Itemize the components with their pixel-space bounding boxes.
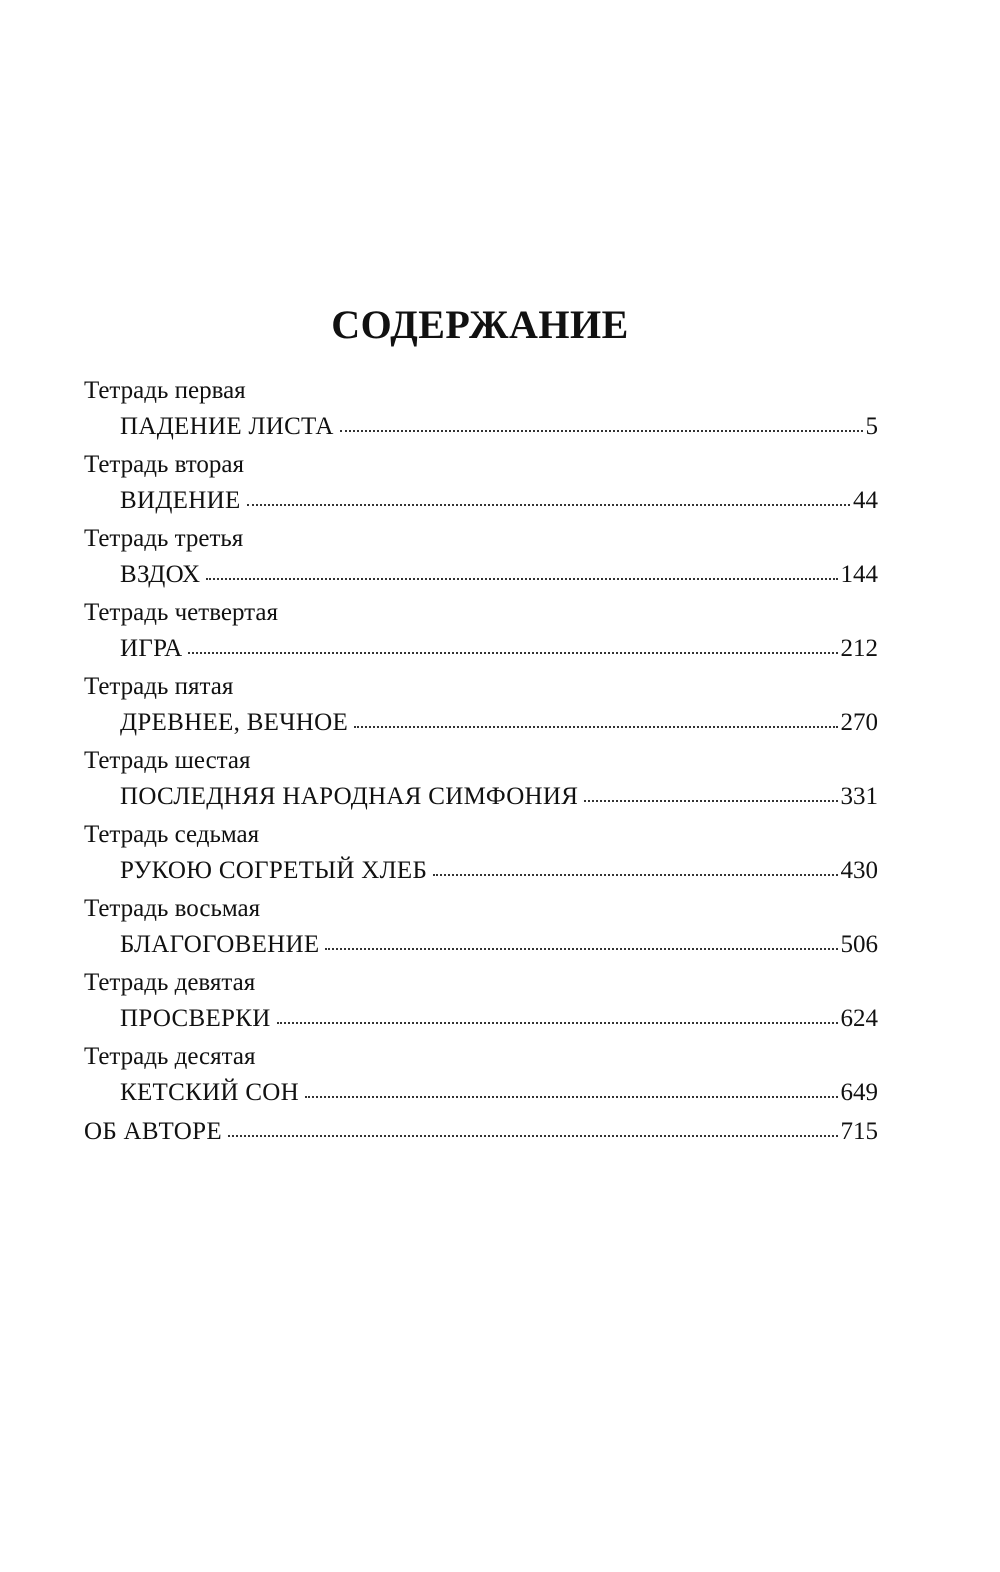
notebook-label: Тетрадь восьмая [84,895,261,922]
dot-leader [188,630,837,654]
toc-entry[interactable] [120,558,878,590]
dot-leader [206,556,837,580]
dot-leader [584,778,837,802]
page-title: СОДЕРЖАНИЕ [331,302,629,347]
toc-section [82,963,878,1037]
dot-leader [277,1000,838,1024]
notebook-label: Тетрадь пятая [84,673,234,700]
toc-section-about [82,1111,878,1151]
page-number: 270 [840,709,878,736]
notebook-label: Тетрадь седьмая [84,821,260,848]
page-number: 331 [840,783,878,810]
toc-section [82,889,878,963]
table-of-contents [82,371,878,1151]
page-number: 212 [840,635,878,662]
page-number: 430 [840,857,878,884]
page-number: 44 [853,487,878,514]
notebook-label: Тетрадь третья [84,525,244,552]
entry-title: ПРОСВЕРКИ [120,1005,271,1032]
page-number: 506 [840,931,878,958]
dot-leader [228,1113,838,1137]
entry-title: ВЗДОХ [120,561,201,588]
entry-title: ПАДЕНИЕ ЛИСТА [120,413,334,440]
entry-title: ОБ АВТОРЕ [84,1118,222,1145]
entry-title: КЕТСКИЙ СОН [120,1079,300,1106]
entry-title: ПОСЛЕДНЯЯ НАРОДНАЯ СИМФОНИЯ [120,783,579,810]
page-number: 715 [840,1118,878,1145]
toc-section [82,445,878,519]
dot-leader [325,926,837,950]
toc-entry[interactable] [120,410,878,442]
dot-leader [354,704,837,728]
dot-leader [340,408,863,432]
toc-entry[interactable] [120,854,878,886]
page-number: 144 [840,561,878,588]
notebook-label: Тетрадь шестая [84,747,251,774]
toc-entry[interactable] [120,1002,878,1034]
notebook-label: Тетрадь десятая [84,1043,256,1070]
notebook-label: Тетрадь первая [84,377,246,404]
entry-title: ИГРА [120,635,183,662]
toc-section [82,593,878,667]
toc-entry-about[interactable] [84,1115,878,1147]
toc-entry[interactable] [120,1076,878,1108]
dot-leader [305,1074,837,1098]
toc-section [82,667,878,741]
entry-title: ДРЕВНЕЕ, ВЕЧНОЕ [120,709,349,736]
notebook-label: Тетрадь вторая [84,451,244,478]
toc-section [82,741,878,815]
toc-entry[interactable] [120,632,878,664]
toc-section [82,1037,878,1111]
page-number: 624 [840,1005,878,1032]
page-number: 5 [865,413,878,440]
page-number: 649 [840,1079,878,1106]
entry-title: БЛАГОГОВЕНИЕ [120,931,320,958]
toc-entry[interactable] [120,484,878,516]
toc-section [82,371,878,445]
dot-leader [247,482,850,506]
toc-entry[interactable] [120,706,878,738]
entry-title: РУКОЮ СОГРЕТЫЙ ХЛЕБ [120,857,428,884]
toc-section [82,815,878,889]
toc-entry[interactable] [120,780,878,812]
notebook-label: Тетрадь девятая [84,969,256,996]
toc-section [82,519,878,593]
dot-leader [433,852,837,876]
toc-entry[interactable] [120,928,878,960]
notebook-label: Тетрадь четвертая [84,599,278,626]
entry-title: ВИДЕНИЕ [120,487,241,514]
